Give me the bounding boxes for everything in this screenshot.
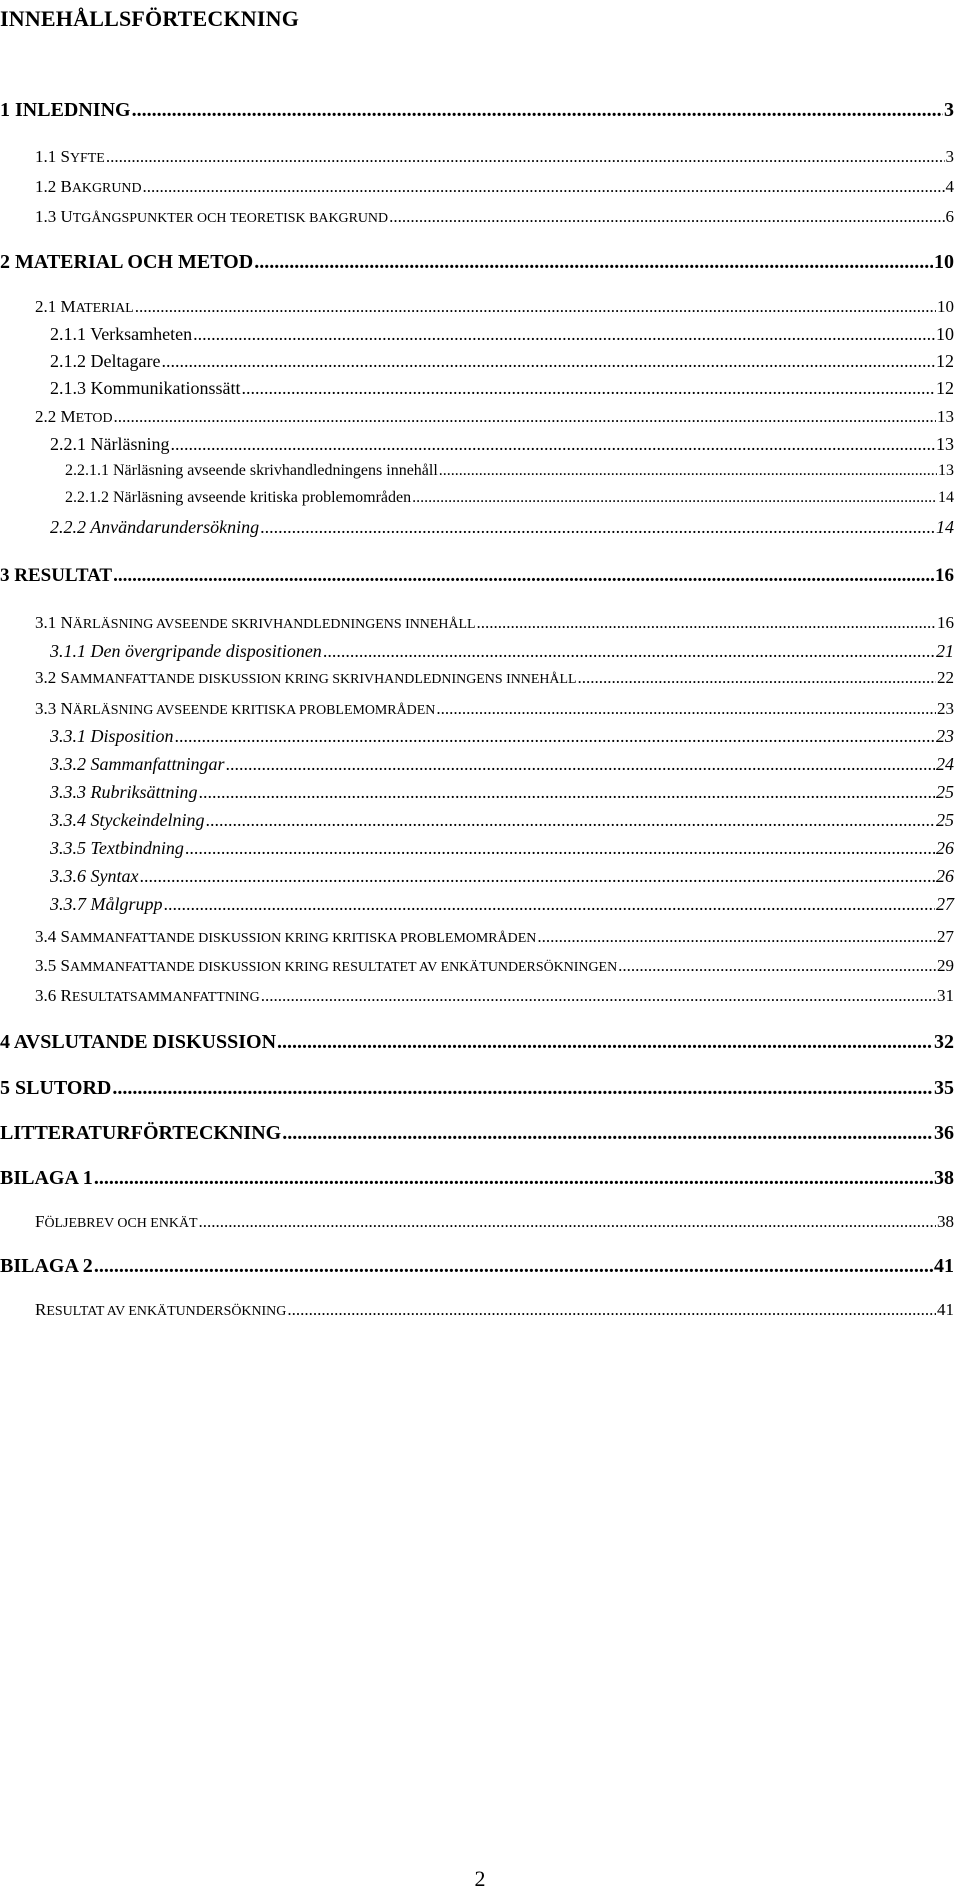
dot-leader	[185, 839, 935, 857]
toc-entry-text: Syntax	[90, 866, 139, 886]
dot-leader	[578, 669, 936, 686]
toc-entry-title	[0, 1078, 111, 1098]
toc-entry-text: Målgrupp	[90, 894, 163, 914]
toc-entry[interactable]	[0, 1168, 954, 1188]
dot-leader	[164, 895, 936, 913]
toc-entry-page: 3	[944, 99, 954, 121]
dot-leader	[112, 1078, 933, 1098]
toc-entry-number: 1.1	[35, 147, 57, 166]
dot-leader	[170, 435, 935, 453]
toc-entry-page: 31	[937, 986, 954, 1005]
toc-entry[interactable]	[50, 811, 954, 829]
toc-entry-title	[35, 957, 617, 975]
toc-entry-title	[65, 463, 438, 479]
toc-entry-initial: N	[60, 613, 73, 632]
toc-entry-title	[50, 839, 184, 857]
toc-entry-smallcaps: TGÅNGSPUNKTER OCH TEORETISK BAKGRUND	[72, 211, 389, 226]
toc-entry[interactable]	[50, 352, 954, 370]
toc-entry-title	[0, 1256, 93, 1276]
toc-entry-page: 10	[934, 251, 954, 273]
toc-entry[interactable]	[35, 669, 954, 687]
toc-entry-number: 3.4	[35, 927, 57, 946]
toc-entry-initial: S	[60, 956, 70, 975]
dot-leader	[132, 100, 943, 120]
toc-entry[interactable]	[65, 490, 954, 506]
toc-entry-number: 2.2.2	[50, 517, 86, 537]
toc-entry-page: 26	[936, 866, 954, 886]
toc-entry-text: Kommunikationssätt	[90, 378, 241, 398]
toc-entry-text: Styckeindelning	[90, 810, 205, 830]
toc-entry-page: 10	[936, 324, 954, 344]
toc-entry-title	[0, 566, 112, 585]
toc-entry-title	[50, 518, 259, 536]
toc-entry-page: 38	[937, 1212, 954, 1231]
dot-leader	[436, 700, 936, 717]
toc-entry-number: 2.2.1	[50, 434, 86, 454]
toc-entry[interactable]	[35, 700, 954, 718]
toc-entry-title	[35, 928, 536, 946]
toc-entry[interactable]	[35, 614, 954, 632]
toc-entry-text: Deltagare	[90, 351, 161, 371]
dot-leader	[199, 783, 936, 801]
toc-entry-title	[35, 987, 260, 1005]
toc-entry-text: Disposition	[90, 726, 174, 746]
toc-entry-page: 22	[937, 668, 954, 687]
toc-entry-number: 3.3	[35, 699, 57, 718]
toc-entry-number: 4	[0, 1031, 10, 1053]
toc-entry-text: Den övergripande dispositionen	[90, 641, 322, 661]
toc-entry-text: AVSLUTANDE DISKUSSION	[13, 1031, 277, 1053]
dot-leader	[139, 867, 935, 885]
toc-entry-page: 13	[938, 462, 954, 479]
toc-entry-text: INLEDNING	[15, 99, 131, 121]
toc-entry-text: Rubriksättning	[90, 782, 198, 802]
toc-entry-number: 2.2.1.1	[65, 462, 109, 479]
toc-entry-smallcaps: ATERIAL	[75, 301, 134, 316]
toc-entry[interactable]	[0, 1078, 954, 1098]
dot-leader	[205, 811, 935, 829]
toc-entry-page: 12	[936, 351, 954, 371]
toc-entry-smallcaps: ETOD	[75, 411, 113, 426]
toc-entry-title	[35, 614, 476, 632]
toc-entry[interactable]	[35, 1213, 954, 1231]
toc-entry-text: MATERIAL OCH METOD	[15, 251, 254, 273]
dot-leader	[477, 614, 936, 631]
toc-entry-number: 3.3.3	[50, 782, 86, 802]
toc-entry-number: 3.5	[35, 956, 57, 975]
toc-entry[interactable]	[0, 1032, 954, 1052]
toc-entry-number: 3.3.2	[50, 754, 86, 774]
toc-entry-text: Sammanfattningar	[90, 754, 225, 774]
toc-entry-smallcaps: AKGRUND	[71, 181, 142, 196]
toc-entry-page: 27	[937, 927, 954, 946]
toc-entry-smallcaps: ÄRLÄSNING AVSEENDE KRITISKA PROBLEMOMRÅDEN	[72, 703, 436, 718]
toc-entry-number: 3.2	[35, 668, 57, 687]
toc-entry[interactable]	[50, 895, 954, 913]
toc-entry-title	[50, 783, 198, 801]
toc-entry-page: 16	[935, 565, 954, 586]
toc-entry[interactable]	[0, 252, 954, 272]
dot-leader	[277, 1032, 933, 1052]
toc-entry-page: 24	[936, 754, 954, 774]
toc-entry-number: 3.3.5	[50, 838, 86, 858]
toc-entry-initial: M	[60, 407, 76, 426]
toc-entry-number: 1	[0, 99, 10, 121]
dot-leader	[282, 1123, 933, 1143]
toc-entry-title	[35, 298, 134, 316]
dot-leader	[254, 252, 933, 272]
toc-entry-initial: U	[60, 207, 73, 226]
toc-entry[interactable]	[35, 298, 954, 316]
toc-entry-number: 3.1.1	[50, 641, 86, 661]
dot-leader	[439, 463, 937, 479]
toc-entry-page: 14	[936, 517, 954, 537]
toc-entry-title	[50, 811, 204, 829]
toc-entry-page: 32	[934, 1031, 954, 1053]
toc-entry-number: 2.2.1.2	[65, 489, 109, 506]
toc-entry[interactable]	[50, 379, 954, 397]
toc-entry-page: 41	[934, 1255, 954, 1277]
toc-entry-title	[0, 100, 131, 120]
toc-entry-number: 3.3.1	[50, 726, 86, 746]
dot-leader	[193, 325, 935, 343]
toc-entry-text: Närläsning avseende skrivhandledningens innehåll	[113, 462, 438, 479]
toc-entry-title	[0, 1032, 276, 1052]
toc-entry-text: LITTERATURFÖRTECKNING	[0, 1122, 282, 1144]
dot-leader	[537, 928, 936, 945]
toc-entry-number: 2.1.2	[50, 351, 86, 371]
toc-entry-title	[35, 700, 435, 718]
toc-entry[interactable]	[50, 727, 954, 745]
toc-title: INNEHÅLLSFÖRTECKNING	[0, 6, 300, 31]
toc-entry-page: 3	[945, 147, 954, 166]
toc-entry-smallcaps: ÖLJEBREV OCH ENKÄT	[44, 1216, 198, 1231]
toc-entry-initial: R	[35, 1300, 47, 1319]
dot-leader	[113, 566, 934, 585]
toc-entry-page: 13	[937, 407, 954, 426]
dot-leader	[260, 518, 935, 536]
toc-entry-initial: S	[60, 668, 70, 687]
toc-entry-page: 6	[945, 207, 954, 226]
toc-entry-number: 2	[0, 251, 10, 273]
toc-entry-smallcaps: AMMANFATTANDE DISKUSSION KRING SKRIVHANDLEDNINGENS INNEHÅLL	[69, 672, 577, 687]
dot-leader	[226, 755, 935, 773]
toc-entry-number: 3.3.6	[50, 866, 86, 886]
toc-entry[interactable]	[50, 755, 954, 773]
toc-entry[interactable]	[50, 325, 954, 343]
toc-entry-page: 21	[936, 641, 954, 661]
toc-entry-number: 2.1.3	[50, 378, 86, 398]
toc-entry-title	[50, 379, 241, 397]
toc-entry[interactable]	[50, 783, 954, 801]
toc-entry-title	[35, 408, 113, 426]
toc-entry[interactable]	[50, 642, 954, 660]
toc-entry-page: 23	[936, 726, 954, 746]
dot-leader	[287, 1301, 936, 1318]
toc-entry-page: 27	[936, 894, 954, 914]
toc-entry-title	[50, 435, 169, 453]
toc-entry-initial: M	[60, 297, 76, 316]
dot-leader	[389, 208, 944, 225]
toc-entry-title	[50, 727, 174, 745]
toc-entry-smallcaps: ESULTAT AV ENKÄTUNDERSÖKNING	[46, 1304, 287, 1319]
dot-leader	[161, 352, 935, 370]
toc-entry-initial: S	[60, 147, 70, 166]
toc-entry-title	[50, 352, 160, 370]
toc-entry-smallcaps: YFTE	[69, 151, 105, 166]
toc-entry[interactable]	[35, 1301, 954, 1319]
toc-entry[interactable]	[0, 1123, 954, 1143]
toc-entry-initial: N	[60, 699, 73, 718]
toc-entry-number: 1.3	[35, 207, 57, 226]
dot-leader	[323, 642, 935, 660]
dot-leader	[143, 178, 945, 195]
dot-leader	[94, 1256, 933, 1276]
toc-entry-smallcaps: AMMANFATTANDE DISKUSSION KRING RESULTATET AV ENKÄTUNDERSÖKNINGEN	[69, 960, 618, 975]
toc-entry-smallcaps: ESULTATSAMMANFATTNING	[71, 990, 260, 1005]
dot-leader	[199, 1213, 936, 1230]
toc-entry-page: 29	[937, 956, 954, 975]
toc-entry[interactable]	[35, 148, 954, 166]
toc-entry-page: 13	[936, 434, 954, 454]
toc-entry-title	[35, 1301, 286, 1319]
toc-entry-initial: B	[60, 177, 72, 196]
toc-entry-title	[0, 1168, 93, 1188]
toc-entry-page: 23	[937, 699, 954, 718]
toc-entry-title	[50, 867, 138, 885]
toc-entry-title	[50, 642, 322, 660]
dot-leader	[114, 408, 936, 425]
dot-leader	[242, 379, 936, 397]
toc-entry-page: 16	[937, 613, 954, 632]
toc-entry-text: BILAGA 1	[0, 1167, 93, 1189]
toc-entry-number: 3	[0, 565, 10, 586]
toc-entry-page: 36	[934, 1122, 954, 1144]
toc-entry[interactable]	[65, 463, 954, 479]
toc-entry-text: Närläsning avseende kritiska problemområden	[113, 489, 412, 506]
toc-entry[interactable]	[0, 1256, 954, 1276]
page-number: 2	[474, 1866, 486, 1891]
toc-entry-page: 26	[936, 838, 954, 858]
toc-entry[interactable]	[35, 957, 954, 975]
toc-entry-title	[50, 755, 225, 773]
toc-entry-initial: S	[60, 927, 70, 946]
toc-entry-text: RESULTAT	[14, 565, 113, 586]
toc-entry[interactable]	[0, 566, 954, 585]
toc-entry-number: 3.1	[35, 613, 57, 632]
toc-entry-title	[35, 1213, 198, 1231]
toc-entry-page: 4	[945, 177, 954, 196]
toc-entry[interactable]	[50, 867, 954, 885]
toc-entry-page: 35	[934, 1077, 954, 1099]
toc-entry[interactable]	[35, 987, 954, 1005]
toc-entry-number: 2.2	[35, 407, 57, 426]
toc-entry-title	[0, 252, 253, 272]
toc-entry[interactable]	[35, 408, 954, 426]
toc-entry[interactable]	[35, 928, 954, 946]
toc-entry-title	[65, 490, 411, 506]
toc-entry-number: 2.1.1	[50, 324, 86, 344]
toc-entry[interactable]	[35, 208, 954, 226]
toc-entry-text: BILAGA 2	[0, 1255, 93, 1277]
dot-leader	[261, 987, 936, 1004]
toc-entry-number: 3.3.4	[50, 810, 86, 830]
toc-entry-smallcaps: ÄRLÄSNING AVSEENDE SKRIVHANDLEDNINGENS INNEHÅLL	[72, 617, 476, 632]
toc-entry-page: 10	[937, 297, 954, 316]
toc-entry-title	[35, 148, 105, 166]
toc-entry-page: 14	[938, 489, 954, 506]
toc-entry-title	[35, 208, 388, 226]
dot-leader	[412, 490, 937, 506]
toc-entry-page: 25	[936, 782, 954, 802]
dot-leader	[135, 298, 936, 315]
toc-entry-page: 38	[934, 1167, 954, 1189]
dot-leader	[175, 727, 935, 745]
toc-entry-title	[0, 1123, 281, 1143]
toc-entry-page: 12	[936, 378, 954, 398]
toc-entry-smallcaps: AMMANFATTANDE DISKUSSION KRING KRITISKA PROBLEMOMRÅDEN	[69, 931, 537, 946]
toc-entry-page: 25	[936, 810, 954, 830]
toc-entry-title	[50, 325, 192, 343]
toc-entry-title	[50, 895, 163, 913]
toc-entry-number: 3.6	[35, 986, 57, 1005]
toc-entry[interactable]	[35, 178, 954, 196]
toc-entry[interactable]	[0, 100, 954, 120]
toc-entry-text: Verksamheten	[90, 324, 193, 344]
dot-leader	[106, 148, 945, 165]
toc-entry-text: Användarundersökning	[90, 517, 260, 537]
toc-entry-number: 1.2	[35, 177, 57, 196]
toc-entry-text: SLUTORD	[15, 1077, 112, 1099]
toc-entry-text: Närläsning	[90, 434, 170, 454]
dot-leader	[94, 1168, 933, 1188]
toc-entry-title	[35, 178, 142, 196]
toc-entry[interactable]	[50, 839, 954, 857]
toc-entry-initial: R	[60, 986, 72, 1005]
toc-entry-number: 5	[0, 1077, 10, 1099]
toc-entry-text: Textbindning	[90, 838, 184, 858]
dot-leader	[618, 957, 936, 974]
toc-entry-number: 3.3.7	[50, 894, 86, 914]
toc-entry[interactable]	[50, 435, 954, 453]
toc-entry-initial: F	[35, 1212, 45, 1231]
toc-entry-title	[35, 669, 577, 687]
toc-entry-number: 2.1	[35, 297, 57, 316]
toc-entry-page: 41	[937, 1300, 954, 1319]
toc-entry[interactable]	[50, 518, 954, 536]
